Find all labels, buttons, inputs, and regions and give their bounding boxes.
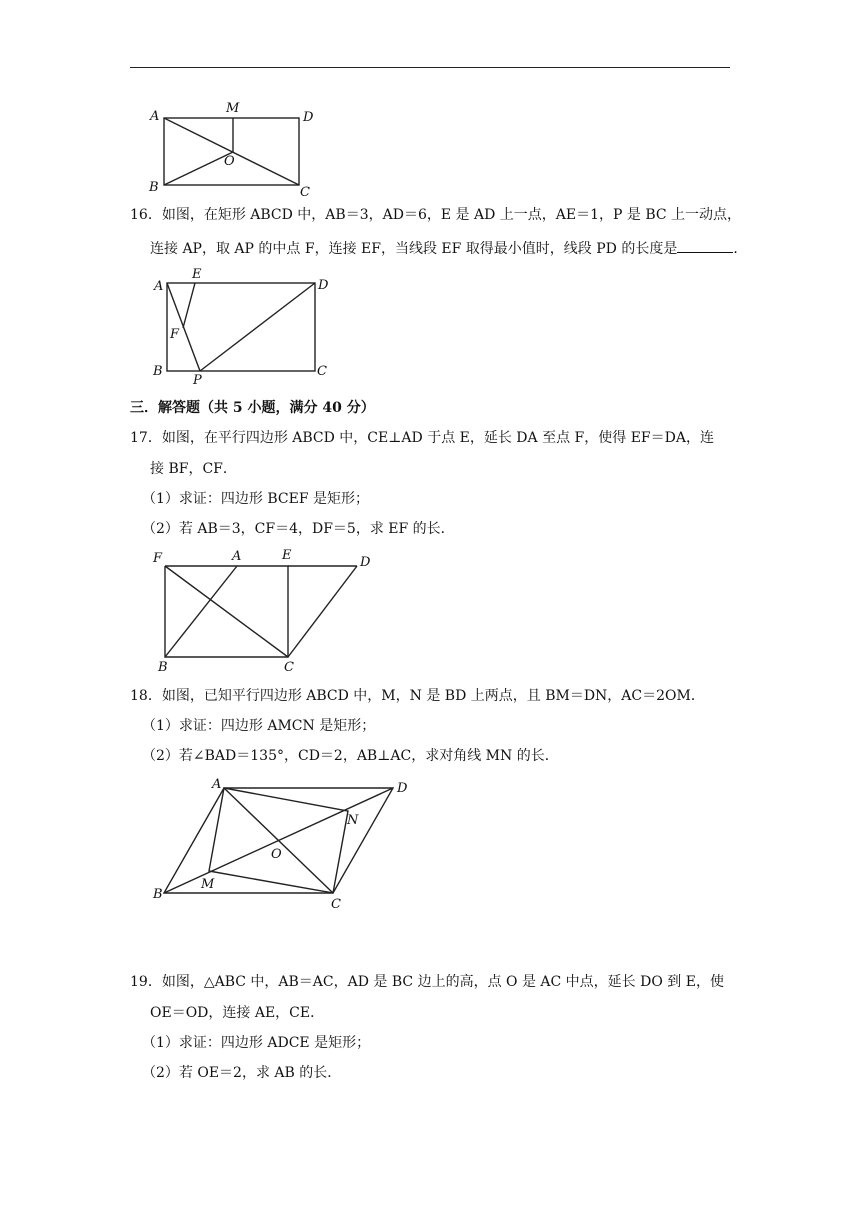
label-b: B [153, 364, 163, 379]
label-b: B [153, 887, 163, 902]
label-m: M [201, 877, 215, 892]
label-c: C [317, 364, 327, 379]
label-c: C [300, 185, 310, 200]
q16-stem-2 [150, 239, 747, 259]
label-b: B [149, 180, 159, 195]
q17-part-1: （1）求证：四边形 BCEF 是矩形； [142, 491, 370, 507]
q16-stem-2-end: ． [733, 241, 748, 257]
rect-abcd [167, 283, 315, 371]
q17-stem-2: 接 BF，CF． [150, 461, 237, 477]
q17-stem-1: 17．如图，在平行四边形 ABCD 中，CE⊥AD 于点 E，延长 DA 至点 F，使得 EF＝DA，连 [130, 430, 714, 446]
figure-15 [140, 95, 320, 205]
label-o: O [224, 154, 235, 169]
answer-blank[interactable] [677, 239, 733, 253]
q19-stem-2: OE＝OD，连接 AE，CE． [150, 1005, 325, 1021]
q19-stem-1: 19．如图，△ABC 中，AB＝AC，AD 是 BC 边上的高，点 O 是 AC 中点，延长 DO 到 E，使 [130, 974, 724, 990]
header-rule [130, 67, 730, 68]
q17-part-2: （2）若 AB＝3，CF＝4，DF＝5，求 EF 的长． [142, 521, 455, 537]
line-bo [164, 152, 233, 185]
figure-16 [145, 262, 345, 387]
label-o: O [271, 847, 282, 862]
line-dc [288, 566, 357, 657]
q18-part-1: （1）求证：四边形 AMCN 是矩形； [142, 718, 376, 734]
label-n: N [347, 813, 359, 828]
q16-stem-2-text: 连接 AP，取 AP 的中点 F，连接 EF，当线段 EF 取得最小值时，线段 PD 的长度是 [150, 241, 678, 257]
label-d: D [397, 781, 408, 796]
label-a: A [150, 109, 160, 124]
q19-part-1: （1）求证：四边形 ADCE 是矩形； [142, 1035, 371, 1051]
label-b: B [158, 660, 168, 675]
line-pd [200, 283, 315, 371]
label-f: F [153, 551, 163, 566]
label-c: C [284, 660, 294, 675]
label-a: A [154, 279, 164, 294]
label-d: D [318, 278, 329, 293]
label-e: E [192, 267, 202, 282]
figure-18 [145, 772, 425, 912]
label-a: A [212, 777, 222, 792]
q16-stem-1: 16．如图，在矩形 ABCD 中，AB＝3，AD＝6，E 是 AD 上一点，AE＝1，P 是 BC 上一动点， [130, 207, 742, 223]
label-m: M [226, 101, 240, 116]
label-d: D [303, 110, 314, 125]
label-f: F [170, 327, 180, 342]
figure-17 [145, 545, 385, 675]
q19-part-2: （2）若 OE＝2，求 AB 的长． [142, 1065, 342, 1081]
line-ef [183, 283, 195, 328]
section-title: 三．解答题（共 5 小题，满分 40 分） [130, 400, 375, 416]
q18-part-2: （2）若∠BAD＝135°，CD＝2，AB⊥AC，求对角线 MN 的长． [142, 748, 559, 764]
label-a: A [232, 549, 242, 564]
label-d: D [360, 555, 371, 570]
label-p: P [193, 373, 202, 388]
label-c: C [331, 897, 341, 912]
label-e: E [282, 548, 292, 563]
q18-stem-1: 18．如图，已知平行四边形 ABCD 中，M，N 是 BD 上两点，且 BM＝DN，AC＝2OM． [130, 688, 705, 704]
